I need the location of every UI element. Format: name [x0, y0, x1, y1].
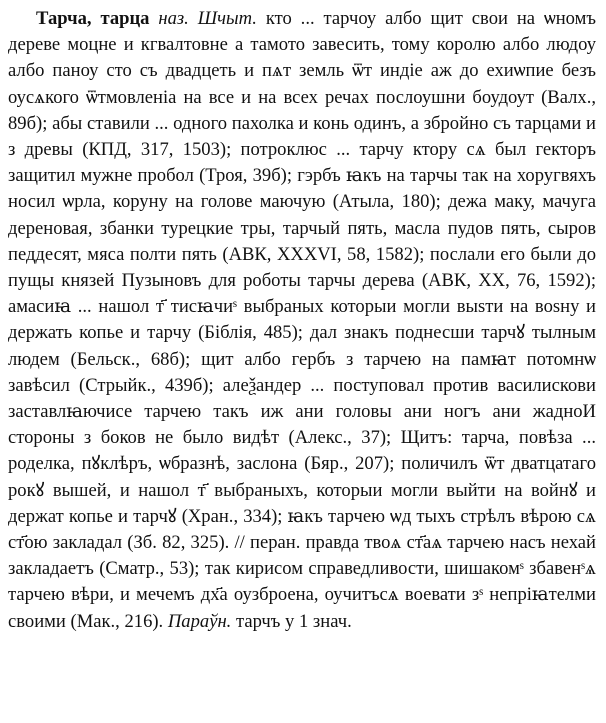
- dictionary-entry: [8, 6, 596, 635]
- entry-headword: Тарча, тарца: [36, 8, 150, 29]
- entry-grammar: наз. Шчыт.: [158, 8, 257, 29]
- paradigm-label: Параўн.: [167, 610, 232, 632]
- entry-body: кто ... тарчоу албо щит свои на ѡномъ дереве моцне и кгвалтовне а тамото завесить, тому королю албо людоу албо паноу сто съ двадцеть и пѧт земль ѿт индіе аж до ехиѡпие безъ оусѧкого ѿтмовленіа на все и на всех речах послоушни боудоут (Валх., 89б); абы ставили ... одного пахолка и конь одинъ, а збройно съ тарцами и з древы (КПД, 317, 1503); потроклюс ... тарчу ктору сѧ был гекторъ защитил мужне пробол (Троя, 39б); гэрбъ ꙗкъ на тарчы так на хоругвяхъ носил ѡрла, коруну на голове маючую (Атыла, 180); дежа маку, мачуга дереновая, збанки турецкие тры, тарчый пять, масла пудов пять, сыров педдесят, мяса полти пять (АВК, XXXVI, 58, 1582); послали его были до пущы князей Пузыновъ для роботы тарчы дерева (АВК, XX, 76, 1592); амасиꙗ ... нашол т҃ тисꙗчиˢ выбраных которыи могли выѕти на воѕну и держать копье и тарчу (Біблія, 485); дал знакъ поднесши тарчꙋ тылным людем (Бельск., 68б); щит албо гербъ з тарчею на памꙗт потомнѡ завѣсил (Стрыйк., 439б); алеѯандер ... поступовал против василискови заставлꙗючисе тарчею такъ иж ани головы ани ногъ ани жадноИ стороны з боков не было видѣт (Алекс., 37); Щитъ: тарча, повѣза ... роделка, пꙋклѣръ, ѡбразнѣ, заслона (Бяр., 207); поличилъ ѿт дватцатаго рокꙋ вышей, и нашол т҃ выбраныхъ, которыи могли выйти на войнꙋ и держат копье и тарчꙋ (Хран., 334); ꙗкъ тарчею ѡд тыхъ стрѣлъ вѣрою сѧ ст҃ою закладал (Зб. 82, 325). // перан. правда твоѧ ст҃аѧ тарчею насъ нехай закладаетъ (Сматр., 53); так кирисом справедливости, шишакомˢ збавенˢѧ тарчею вѣри, и мечемъ дх҃а оузброена, оучитъсѧ воевати зˢ непріꙗтелми своими (Мак., 216).: [8, 8, 597, 632]
- paradigm-text: тарчъ у 1 знач.: [235, 610, 352, 632]
